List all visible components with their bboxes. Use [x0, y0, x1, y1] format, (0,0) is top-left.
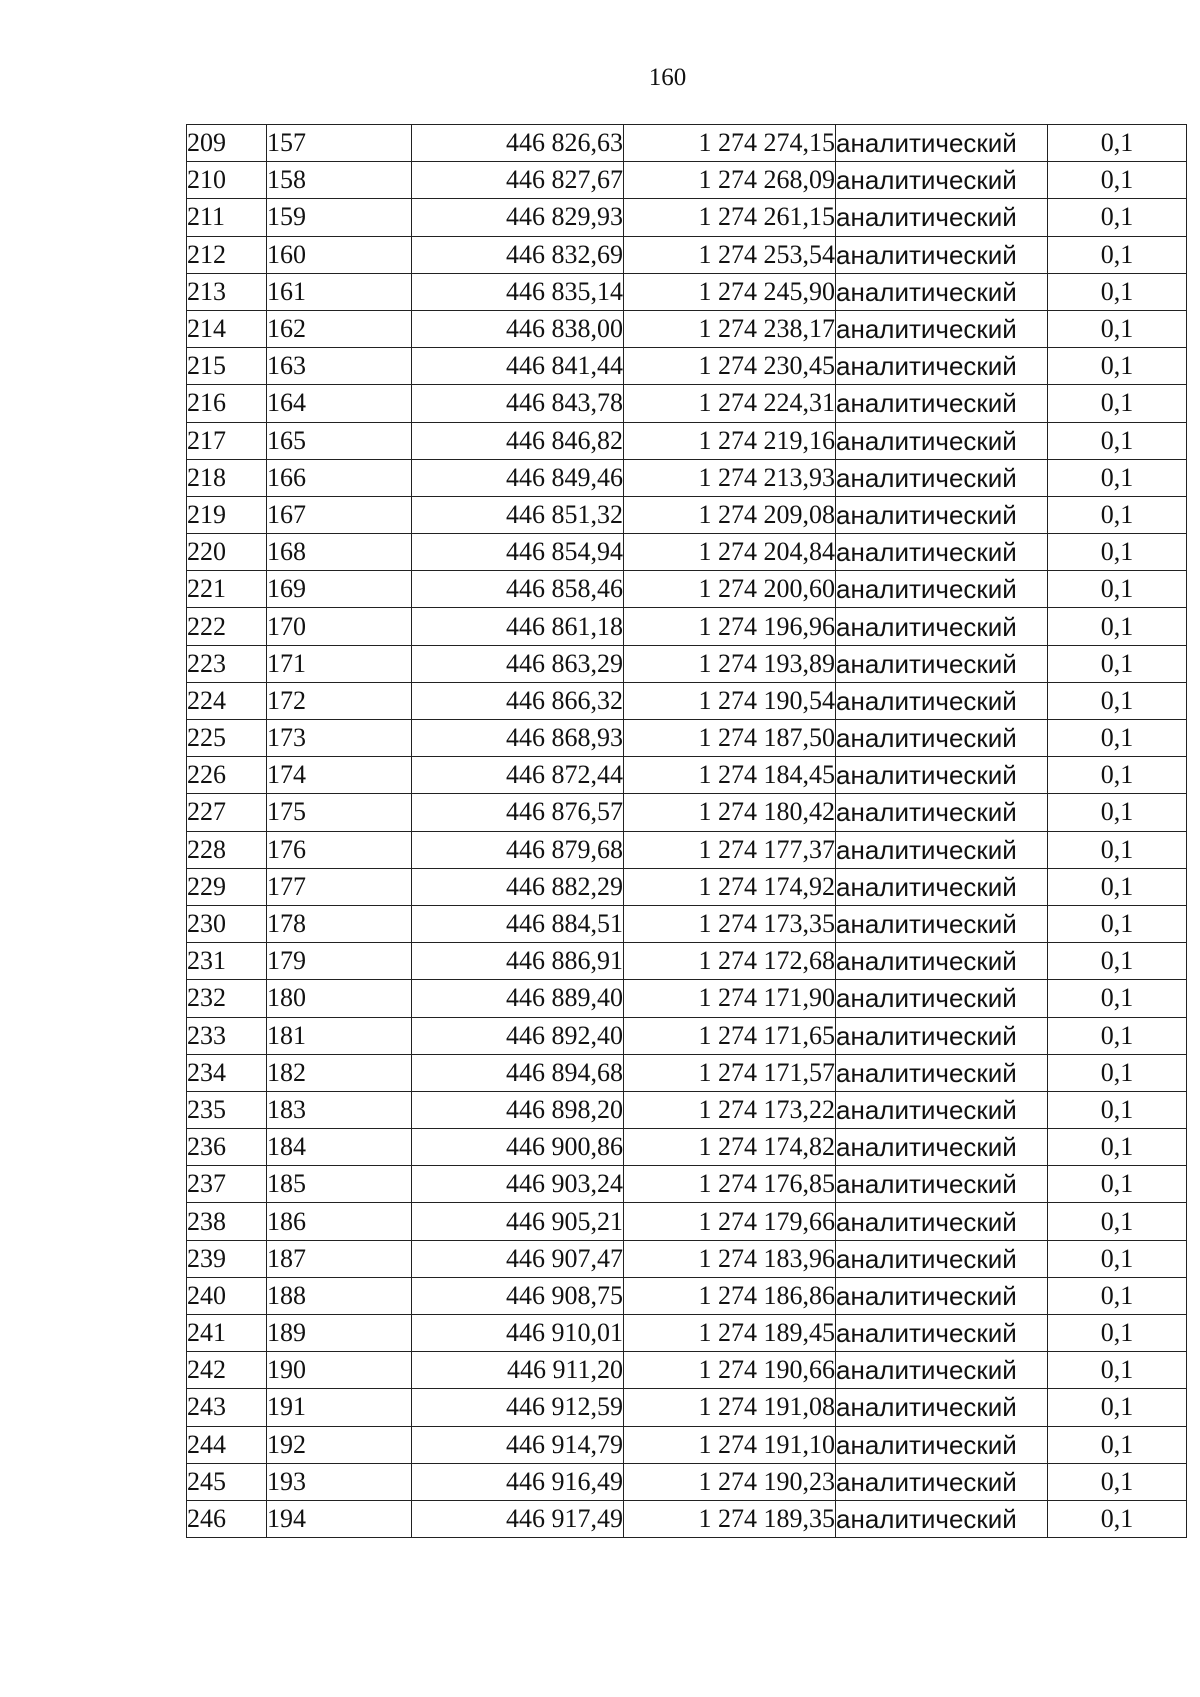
method-cell: аналитический	[836, 868, 1048, 905]
method-cell: аналитический	[836, 1054, 1048, 1091]
point-number-cell: 236	[187, 1129, 267, 1166]
table-row	[187, 980, 1187, 1017]
point-sub-number-cell: 173	[267, 720, 412, 757]
point-sub-number-cell: 191	[267, 1389, 412, 1426]
accuracy-cell: 0,1	[1048, 1500, 1187, 1537]
method-cell: аналитический	[836, 1426, 1048, 1463]
point-number-cell: 233	[187, 1017, 267, 1054]
point-sub-number-cell: 179	[267, 943, 412, 980]
y-coordinate-cell: 1 274 268,09	[624, 162, 836, 199]
page-number: 160	[648, 64, 687, 91]
method-cell: аналитический	[836, 980, 1048, 1017]
y-coordinate-cell: 1 274 171,90	[624, 980, 836, 1017]
table-row	[187, 794, 1187, 831]
x-coordinate-cell: 446 826,63	[412, 125, 624, 162]
x-coordinate-cell: 446 908,75	[412, 1277, 624, 1314]
point-sub-number-cell: 183	[267, 1091, 412, 1128]
accuracy-cell: 0,1	[1048, 199, 1187, 236]
y-coordinate-cell: 1 274 204,84	[624, 534, 836, 571]
x-coordinate-cell: 446 907,47	[412, 1240, 624, 1277]
accuracy-cell: 0,1	[1048, 1166, 1187, 1203]
point-number-cell: 228	[187, 831, 267, 868]
accuracy-cell: 0,1	[1048, 980, 1187, 1017]
point-number-cell: 239	[187, 1240, 267, 1277]
point-number-cell: 210	[187, 162, 267, 199]
x-coordinate-cell: 446 889,40	[412, 980, 624, 1017]
x-coordinate-cell: 446 876,57	[412, 794, 624, 831]
x-coordinate-cell: 446 835,14	[412, 273, 624, 310]
method-cell: аналитический	[836, 1315, 1048, 1352]
y-coordinate-cell: 1 274 173,22	[624, 1091, 836, 1128]
method-cell: аналитический	[836, 199, 1048, 236]
method-cell: аналитический	[836, 1463, 1048, 1500]
point-sub-number-cell: 185	[267, 1166, 412, 1203]
accuracy-cell: 0,1	[1048, 1017, 1187, 1054]
accuracy-cell: 0,1	[1048, 905, 1187, 942]
point-sub-number-cell: 164	[267, 385, 412, 422]
method-cell: аналитический	[836, 943, 1048, 980]
table-row	[187, 868, 1187, 905]
y-coordinate-cell: 1 274 172,68	[624, 943, 836, 980]
accuracy-cell: 0,1	[1048, 1203, 1187, 1240]
point-sub-number-cell: 175	[267, 794, 412, 831]
method-cell: аналитический	[836, 645, 1048, 682]
y-coordinate-cell: 1 274 179,66	[624, 1203, 836, 1240]
y-coordinate-cell: 1 274 177,37	[624, 831, 836, 868]
point-number-cell: 234	[187, 1054, 267, 1091]
accuracy-cell: 0,1	[1048, 682, 1187, 719]
point-number-cell: 246	[187, 1500, 267, 1537]
accuracy-cell: 0,1	[1048, 348, 1187, 385]
point-number-cell: 213	[187, 273, 267, 310]
table-row	[187, 757, 1187, 794]
x-coordinate-cell: 446 879,68	[412, 831, 624, 868]
x-coordinate-cell: 446 886,91	[412, 943, 624, 980]
accuracy-cell: 0,1	[1048, 1352, 1187, 1389]
x-coordinate-cell: 446 900,86	[412, 1129, 624, 1166]
table-row	[187, 1426, 1187, 1463]
table-row	[187, 1389, 1187, 1426]
point-number-cell: 216	[187, 385, 267, 422]
table-row	[187, 1277, 1187, 1314]
table-row	[187, 1166, 1187, 1203]
y-coordinate-cell: 1 274 184,45	[624, 757, 836, 794]
x-coordinate-cell: 446 843,78	[412, 385, 624, 422]
accuracy-cell: 0,1	[1048, 1054, 1187, 1091]
accuracy-cell: 0,1	[1048, 794, 1187, 831]
y-coordinate-cell: 1 274 238,17	[624, 310, 836, 347]
point-sub-number-cell: 162	[267, 310, 412, 347]
point-number-cell: 240	[187, 1277, 267, 1314]
table-row	[187, 1500, 1187, 1537]
point-sub-number-cell: 163	[267, 348, 412, 385]
table-row	[187, 608, 1187, 645]
method-cell: аналитический	[836, 125, 1048, 162]
table-row	[187, 1203, 1187, 1240]
y-coordinate-cell: 1 274 171,65	[624, 1017, 836, 1054]
method-cell: аналитический	[836, 571, 1048, 608]
accuracy-cell: 0,1	[1048, 1315, 1187, 1352]
x-coordinate-cell: 446 882,29	[412, 868, 624, 905]
point-sub-number-cell: 165	[267, 422, 412, 459]
accuracy-cell: 0,1	[1048, 831, 1187, 868]
accuracy-cell: 0,1	[1048, 125, 1187, 162]
x-coordinate-cell: 446 911,20	[412, 1352, 624, 1389]
table-row	[187, 905, 1187, 942]
table-row	[187, 236, 1187, 273]
x-coordinate-cell: 446 884,51	[412, 905, 624, 942]
y-coordinate-cell: 1 274 171,57	[624, 1054, 836, 1091]
point-number-cell: 215	[187, 348, 267, 385]
accuracy-cell: 0,1	[1048, 459, 1187, 496]
coordinates-table	[186, 124, 1187, 1538]
table-row	[187, 162, 1187, 199]
y-coordinate-cell: 1 274 174,82	[624, 1129, 836, 1166]
y-coordinate-cell: 1 274 190,66	[624, 1352, 836, 1389]
method-cell: аналитический	[836, 459, 1048, 496]
y-coordinate-cell: 1 274 193,89	[624, 645, 836, 682]
table-row	[187, 1352, 1187, 1389]
point-number-cell: 218	[187, 459, 267, 496]
table-row	[187, 1129, 1187, 1166]
x-coordinate-cell: 446 827,67	[412, 162, 624, 199]
accuracy-cell: 0,1	[1048, 868, 1187, 905]
point-sub-number-cell: 159	[267, 199, 412, 236]
point-number-cell: 217	[187, 422, 267, 459]
point-number-cell: 244	[187, 1426, 267, 1463]
point-sub-number-cell: 182	[267, 1054, 412, 1091]
method-cell: аналитический	[836, 1500, 1048, 1537]
method-cell: аналитический	[836, 1129, 1048, 1166]
y-coordinate-cell: 1 274 245,90	[624, 273, 836, 310]
point-number-cell: 229	[187, 868, 267, 905]
point-sub-number-cell: 178	[267, 905, 412, 942]
x-coordinate-cell: 446 829,93	[412, 199, 624, 236]
table-row	[187, 720, 1187, 757]
point-sub-number-cell: 174	[267, 757, 412, 794]
point-number-cell: 211	[187, 199, 267, 236]
x-coordinate-cell: 446 863,29	[412, 645, 624, 682]
accuracy-cell: 0,1	[1048, 645, 1187, 682]
method-cell: аналитический	[836, 682, 1048, 719]
point-number-cell: 222	[187, 608, 267, 645]
accuracy-cell: 0,1	[1048, 534, 1187, 571]
y-coordinate-cell: 1 274 224,31	[624, 385, 836, 422]
table-row	[187, 348, 1187, 385]
point-sub-number-cell: 194	[267, 1500, 412, 1537]
accuracy-cell: 0,1	[1048, 1426, 1187, 1463]
table-row	[187, 1017, 1187, 1054]
point-sub-number-cell: 166	[267, 459, 412, 496]
y-coordinate-cell: 1 274 173,35	[624, 905, 836, 942]
x-coordinate-cell: 446 846,82	[412, 422, 624, 459]
x-coordinate-cell: 446 910,01	[412, 1315, 624, 1352]
table-row	[187, 1315, 1187, 1352]
x-coordinate-cell: 446 912,59	[412, 1389, 624, 1426]
point-sub-number-cell: 189	[267, 1315, 412, 1352]
accuracy-cell: 0,1	[1048, 162, 1187, 199]
y-coordinate-cell: 1 274 191,08	[624, 1389, 836, 1426]
x-coordinate-cell: 446 903,24	[412, 1166, 624, 1203]
x-coordinate-cell: 446 866,32	[412, 682, 624, 719]
x-coordinate-cell: 446 838,00	[412, 310, 624, 347]
point-number-cell: 223	[187, 645, 267, 682]
point-sub-number-cell: 169	[267, 571, 412, 608]
point-sub-number-cell: 181	[267, 1017, 412, 1054]
table-row	[187, 682, 1187, 719]
y-coordinate-cell: 1 274 174,92	[624, 868, 836, 905]
method-cell: аналитический	[836, 273, 1048, 310]
y-coordinate-cell: 1 274 200,60	[624, 571, 836, 608]
point-sub-number-cell: 180	[267, 980, 412, 1017]
point-number-cell: 221	[187, 571, 267, 608]
method-cell: аналитический	[836, 1352, 1048, 1389]
table-row	[187, 831, 1187, 868]
accuracy-cell: 0,1	[1048, 385, 1187, 422]
y-coordinate-cell: 1 274 190,54	[624, 682, 836, 719]
point-number-cell: 245	[187, 1463, 267, 1500]
table-row	[187, 1054, 1187, 1091]
accuracy-cell: 0,1	[1048, 496, 1187, 533]
point-sub-number-cell: 184	[267, 1129, 412, 1166]
table-row	[187, 310, 1187, 347]
point-number-cell: 241	[187, 1315, 267, 1352]
table-row	[187, 422, 1187, 459]
point-number-cell: 232	[187, 980, 267, 1017]
method-cell: аналитический	[836, 1091, 1048, 1128]
method-cell: аналитический	[836, 422, 1048, 459]
method-cell: аналитический	[836, 348, 1048, 385]
x-coordinate-cell: 446 917,49	[412, 1500, 624, 1537]
x-coordinate-cell: 446 916,49	[412, 1463, 624, 1500]
method-cell: аналитический	[836, 1240, 1048, 1277]
y-coordinate-cell: 1 274 209,08	[624, 496, 836, 533]
point-sub-number-cell: 160	[267, 236, 412, 273]
y-coordinate-cell: 1 274 230,45	[624, 348, 836, 385]
point-number-cell: 237	[187, 1166, 267, 1203]
accuracy-cell: 0,1	[1048, 720, 1187, 757]
x-coordinate-cell: 446 832,69	[412, 236, 624, 273]
method-cell: аналитический	[836, 1017, 1048, 1054]
y-coordinate-cell: 1 274 213,93	[624, 459, 836, 496]
point-number-cell: 224	[187, 682, 267, 719]
x-coordinate-cell: 446 892,40	[412, 1017, 624, 1054]
point-number-cell: 230	[187, 905, 267, 942]
table-row	[187, 1240, 1187, 1277]
accuracy-cell: 0,1	[1048, 1091, 1187, 1128]
x-coordinate-cell: 446 898,20	[412, 1091, 624, 1128]
x-coordinate-cell: 446 861,18	[412, 608, 624, 645]
table-row	[187, 534, 1187, 571]
table-row	[187, 943, 1187, 980]
accuracy-cell: 0,1	[1048, 310, 1187, 347]
y-coordinate-cell: 1 274 253,54	[624, 236, 836, 273]
y-coordinate-cell: 1 274 189,35	[624, 1500, 836, 1537]
point-sub-number-cell: 187	[267, 1240, 412, 1277]
method-cell: аналитический	[836, 310, 1048, 347]
point-sub-number-cell: 190	[267, 1352, 412, 1389]
table-row	[187, 571, 1187, 608]
accuracy-cell: 0,1	[1048, 943, 1187, 980]
table-row	[187, 199, 1187, 236]
y-coordinate-cell: 1 274 176,85	[624, 1166, 836, 1203]
method-cell: аналитический	[836, 385, 1048, 422]
method-cell: аналитический	[836, 236, 1048, 273]
method-cell: аналитический	[836, 905, 1048, 942]
method-cell: аналитический	[836, 1203, 1048, 1240]
y-coordinate-cell: 1 274 180,42	[624, 794, 836, 831]
x-coordinate-cell: 446 851,32	[412, 496, 624, 533]
method-cell: аналитический	[836, 720, 1048, 757]
point-number-cell: 226	[187, 757, 267, 794]
accuracy-cell: 0,1	[1048, 1277, 1187, 1314]
y-coordinate-cell: 1 274 219,16	[624, 422, 836, 459]
table-row	[187, 1091, 1187, 1128]
point-number-cell: 227	[187, 794, 267, 831]
table-row	[187, 125, 1187, 162]
point-number-cell: 225	[187, 720, 267, 757]
y-coordinate-cell: 1 274 261,15	[624, 199, 836, 236]
coordinates-table-body	[187, 125, 1187, 1538]
method-cell: аналитический	[836, 794, 1048, 831]
table-row	[187, 496, 1187, 533]
accuracy-cell: 0,1	[1048, 608, 1187, 645]
table-row	[187, 1463, 1187, 1500]
y-coordinate-cell: 1 274 191,10	[624, 1426, 836, 1463]
point-number-cell: 231	[187, 943, 267, 980]
method-cell: аналитический	[836, 1389, 1048, 1426]
y-coordinate-cell: 1 274 189,45	[624, 1315, 836, 1352]
table-row	[187, 385, 1187, 422]
x-coordinate-cell: 446 905,21	[412, 1203, 624, 1240]
point-number-cell: 209	[187, 125, 267, 162]
y-coordinate-cell: 1 274 274,15	[624, 125, 836, 162]
point-sub-number-cell: 188	[267, 1277, 412, 1314]
method-cell: аналитический	[836, 608, 1048, 645]
accuracy-cell: 0,1	[1048, 571, 1187, 608]
point-number-cell: 238	[187, 1203, 267, 1240]
x-coordinate-cell: 446 914,79	[412, 1426, 624, 1463]
method-cell: аналитический	[836, 831, 1048, 868]
accuracy-cell: 0,1	[1048, 1389, 1187, 1426]
point-sub-number-cell: 158	[267, 162, 412, 199]
table-row	[187, 645, 1187, 682]
point-sub-number-cell: 168	[267, 534, 412, 571]
point-sub-number-cell: 171	[267, 645, 412, 682]
accuracy-cell: 0,1	[1048, 273, 1187, 310]
accuracy-cell: 0,1	[1048, 757, 1187, 794]
point-sub-number-cell: 192	[267, 1426, 412, 1463]
table-row	[187, 459, 1187, 496]
table-row	[187, 273, 1187, 310]
accuracy-cell: 0,1	[1048, 422, 1187, 459]
point-sub-number-cell: 161	[267, 273, 412, 310]
accuracy-cell: 0,1	[1048, 1129, 1187, 1166]
point-sub-number-cell: 167	[267, 496, 412, 533]
method-cell: аналитический	[836, 1277, 1048, 1314]
method-cell: аналитический	[836, 496, 1048, 533]
method-cell: аналитический	[836, 757, 1048, 794]
point-number-cell: 242	[187, 1352, 267, 1389]
y-coordinate-cell: 1 274 186,86	[624, 1277, 836, 1314]
method-cell: аналитический	[836, 1166, 1048, 1203]
accuracy-cell: 0,1	[1048, 1240, 1187, 1277]
point-number-cell: 214	[187, 310, 267, 347]
y-coordinate-cell: 1 274 187,50	[624, 720, 836, 757]
accuracy-cell: 0,1	[1048, 1463, 1187, 1500]
point-number-cell: 212	[187, 236, 267, 273]
point-number-cell: 219	[187, 496, 267, 533]
point-sub-number-cell: 193	[267, 1463, 412, 1500]
point-number-cell: 220	[187, 534, 267, 571]
x-coordinate-cell: 446 872,44	[412, 757, 624, 794]
y-coordinate-cell: 1 274 183,96	[624, 1240, 836, 1277]
x-coordinate-cell: 446 868,93	[412, 720, 624, 757]
y-coordinate-cell: 1 274 196,96	[624, 608, 836, 645]
method-cell: аналитический	[836, 534, 1048, 571]
x-coordinate-cell: 446 841,44	[412, 348, 624, 385]
x-coordinate-cell: 446 849,46	[412, 459, 624, 496]
accuracy-cell: 0,1	[1048, 236, 1187, 273]
point-sub-number-cell: 177	[267, 868, 412, 905]
point-number-cell: 243	[187, 1389, 267, 1426]
point-sub-number-cell: 170	[267, 608, 412, 645]
y-coordinate-cell: 1 274 190,23	[624, 1463, 836, 1500]
point-sub-number-cell: 157	[267, 125, 412, 162]
x-coordinate-cell: 446 894,68	[412, 1054, 624, 1091]
point-sub-number-cell: 176	[267, 831, 412, 868]
point-sub-number-cell: 172	[267, 682, 412, 719]
x-coordinate-cell: 446 858,46	[412, 571, 624, 608]
method-cell: аналитический	[836, 162, 1048, 199]
point-number-cell: 235	[187, 1091, 267, 1128]
point-sub-number-cell: 186	[267, 1203, 412, 1240]
x-coordinate-cell: 446 854,94	[412, 534, 624, 571]
